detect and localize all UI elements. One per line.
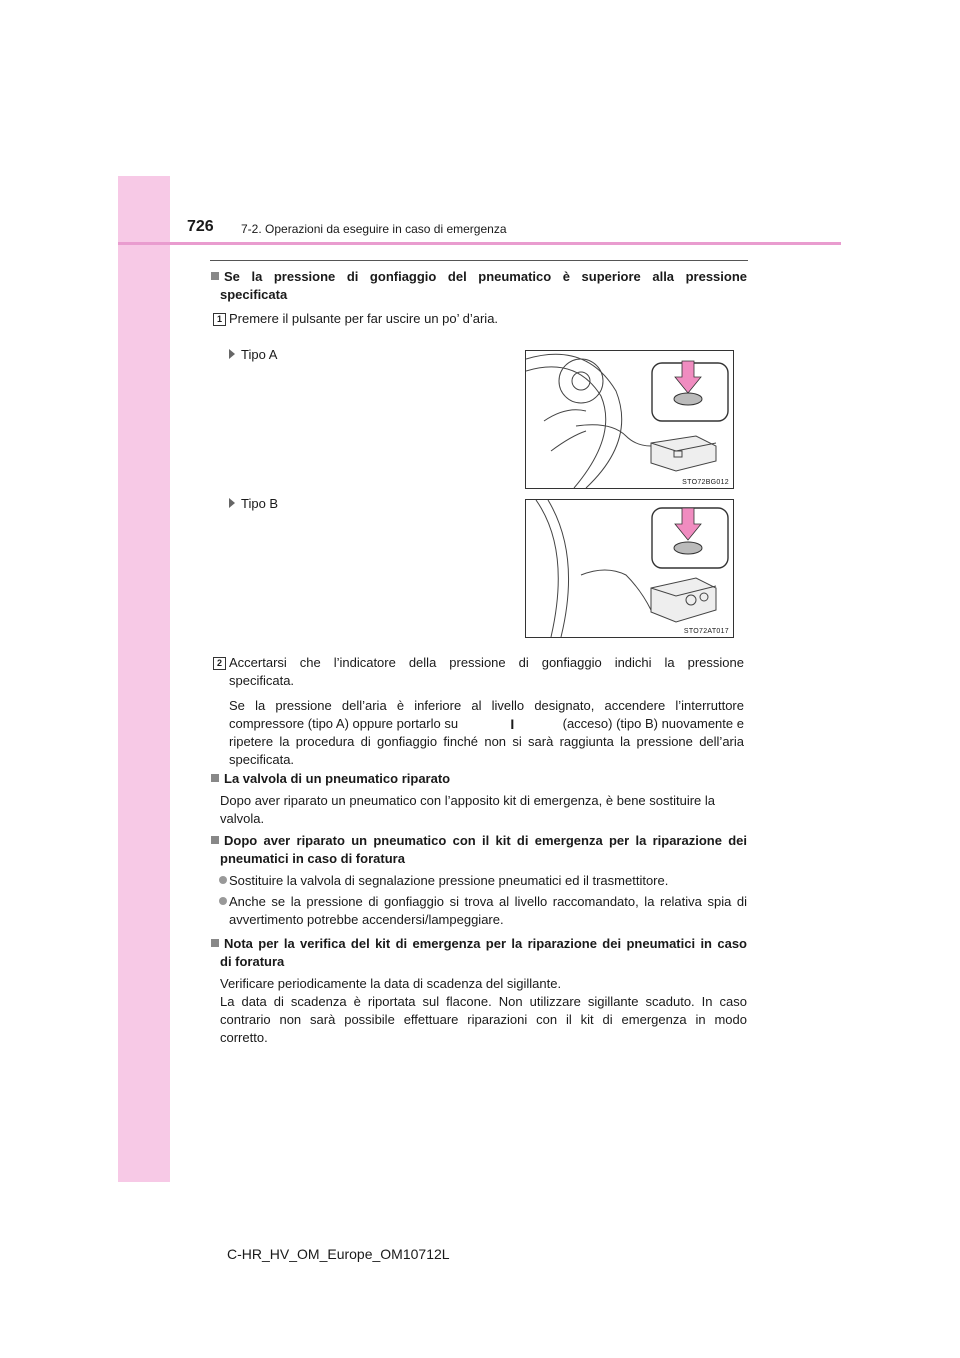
triangle-pointer-icon [229, 349, 235, 359]
section3-bullet-2: Anche se la pressione di gonfiaggio si trova al livello raccomandato, la relativa spia di avvertimento potrebbe accendersi/lampeggiare. [211, 893, 747, 929]
square-bullet-icon [211, 774, 219, 782]
tipo-a-label: Tipo A [229, 347, 277, 362]
circle-bullet-icon [219, 897, 227, 905]
section-divider [210, 260, 748, 261]
section1-heading: Se la pressione di gonfiaggio del pneumatico è superiore alla pressione specificata [211, 268, 747, 304]
tire-compressor-illustration-b [526, 500, 733, 637]
page-number: 726 [187, 218, 214, 235]
tire-compressor-illustration-a [526, 351, 733, 488]
figure-code-b: STO72AT017 [683, 628, 729, 635]
circle-bullet-icon [219, 876, 227, 884]
section4-heading: Nota per la verifica del kit di emergenza per la riparazione dei pneumatici in caso [224, 936, 747, 951]
square-bullet-icon [211, 272, 219, 280]
square-bullet-icon [211, 939, 219, 947]
header-rule [118, 242, 841, 245]
step-2-badge: 2 [213, 657, 226, 670]
chapter-sidebar-tab [118, 176, 170, 1182]
step-2-text: Accertarsi che l’indicatore della pressione di gonfiaggio indichi la pressione specificata. [229, 655, 744, 688]
triangle-pointer-icon [229, 498, 235, 508]
chapter-title: 7-2. Operazioni da eseguire in caso di emergenza [241, 222, 507, 236]
on-position-symbol: I [510, 716, 515, 732]
square-bullet-icon [211, 836, 219, 844]
step-2-paragraph: Se la pressione dell’aria è inferiore al livello designato, accendere l’interruttore compressore (tipo A) oppure portarlo su I (acceso) (tipo B) nuovamente e ripetere la procedura di gonfiaggio finché non si sarà raggiunta la pressione dell’aria specificata. [229, 698, 744, 767]
section4: Nota per la verifica del kit di emergenza per la riparazione dei pneumatici in caso di foratura Verificare periodicamente la data di scadenza del sigillante. La data di scadenza è riportata sul flacone. Non utilizzare sigillante scaduto. In caso contrario non sarà possibile effettuare riparazioni con il kit di emergenza in modo corretto. [211, 935, 747, 1047]
figure-tipo-b [525, 499, 734, 638]
section2-heading: La valvola di un pneumatico riparato [224, 771, 451, 786]
step-1-badge: 1 [213, 313, 226, 326]
step-1-text: Premere il pulsante per far uscire un po’ d’aria. [229, 311, 499, 326]
section2: La valvola di un pneumatico riparato Dopo aver riparato un pneumatico con l’apposito kit di emergenza, è bene sostituire la valvola. [211, 770, 747, 828]
tipo-b-label: Tipo B [229, 496, 278, 511]
figure-code-a: STO72BG012 [682, 479, 729, 486]
figure-tipo-a [525, 350, 734, 489]
section3-heading: Dopo aver riparato un pneumatico con il kit di emergenza per la riparazione dei pneumatici in caso di foratura [211, 832, 747, 868]
document-code: C-HR_HV_OM_Europe_OM10712L [227, 1246, 450, 1262]
section3-bullet-1: Sostituire la valvola di segnalazione pressione pneumatici ed il trasmettitore. [211, 872, 747, 890]
